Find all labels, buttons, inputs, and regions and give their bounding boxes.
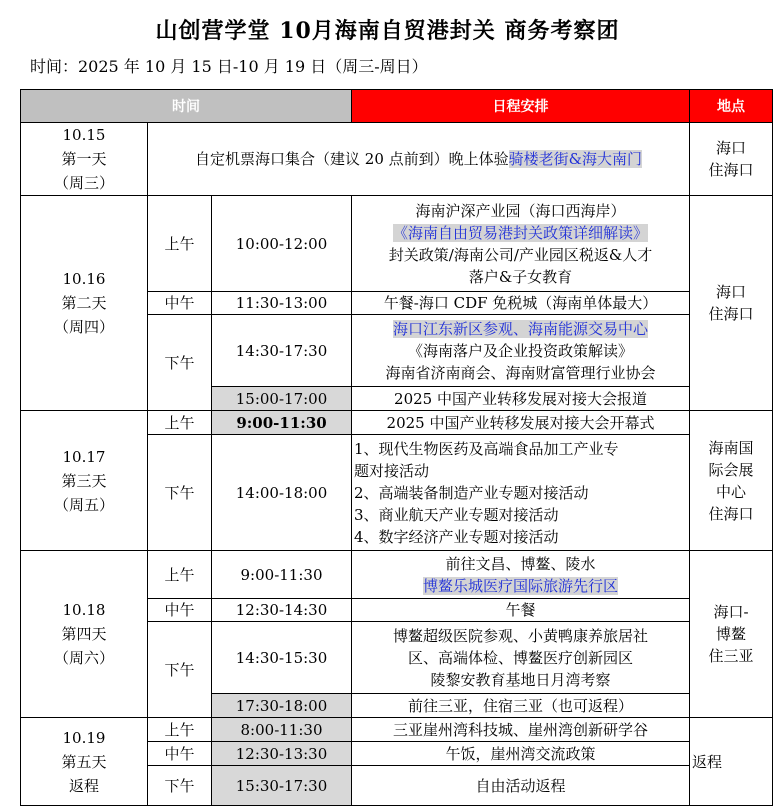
schedule-line: 前往文昌、博鳌、陵水	[445, 554, 596, 573]
schedule-text: 自定机票海口集合（建议 20 点前到）晚上体验	[195, 150, 509, 168]
schedule-cell: 前往三亚，住宿三亚（也可返程）	[352, 694, 690, 718]
header-schedule: 日程安排	[352, 90, 690, 123]
header-row	[21, 90, 773, 123]
schedule-cell: 午餐	[352, 599, 690, 622]
day-index: 第四天	[61, 625, 107, 643]
place-cell	[690, 551, 773, 718]
schedule-line: 1、现代生物医药及高端食品加工产业专	[354, 439, 619, 458]
place-line: 海口	[716, 139, 747, 157]
day-cell	[21, 411, 148, 551]
day-date: 10.18	[62, 601, 106, 619]
schedule-line: 博鳌超级医院参观、小黄鸭康养旅居社	[393, 626, 649, 645]
period-cell: 下午	[148, 435, 212, 551]
time-cell: 12:30-14:30	[212, 599, 352, 622]
day-index: 第二天	[61, 294, 107, 312]
day-cell	[21, 551, 148, 718]
table-row	[21, 551, 773, 599]
time-cell: 15:30-17:30	[212, 766, 352, 806]
schedule-cell: 自由活动返程	[352, 766, 690, 806]
time-cell: 9:00-11:30	[212, 551, 352, 599]
period-cell: 中午	[148, 292, 212, 315]
day-index: 第三天	[61, 471, 107, 490]
schedule-highlight: 海口江东新区参观、海南能源交易中心	[393, 319, 649, 338]
schedule-highlight: 骑楼老街&海大南门	[508, 150, 642, 168]
place-cell	[690, 196, 773, 411]
date-range: 时间：2025 年 10 月 15 日-10 月 19 日（周三-周日）	[30, 57, 428, 76]
schedule-line: 海南省济南商会、海南财富管理行业协会	[385, 363, 656, 382]
schedule-line: 题对接活动	[354, 461, 430, 480]
time-cell: 14:30-17:30	[212, 315, 352, 387]
day-index: 第一天	[61, 150, 107, 168]
time-cell: 14:00-18:00	[212, 435, 352, 551]
day-week: 返程	[68, 776, 99, 795]
day-cell	[21, 123, 148, 196]
place-cell: 返程	[690, 718, 773, 806]
place-line: 住海口	[708, 161, 754, 179]
schedule-cell	[148, 123, 690, 196]
table-row	[21, 123, 773, 196]
time-cell: 11:30-13:00	[212, 292, 352, 315]
period-cell: 下午	[148, 766, 212, 806]
schedule-line: 2、高端装备制造产业专题对接活动	[354, 483, 589, 502]
day-week: （周四）	[53, 318, 114, 336]
table-row	[21, 411, 773, 435]
period-cell: 下午	[148, 315, 212, 411]
schedule-highlight: 博鳌乐城医疗国际旅游先行区	[423, 576, 619, 595]
time-cell: 8:00-11:30	[212, 718, 352, 742]
place-cell	[690, 411, 773, 551]
day-cell	[21, 196, 148, 411]
schedule-cell	[352, 551, 690, 599]
period-cell: 上午	[148, 718, 212, 742]
schedule-cell	[352, 435, 690, 551]
schedule-line: 海南沪深产业园（海口西海岸）	[415, 201, 626, 220]
period-cell: 上午	[148, 411, 212, 435]
place-cell	[690, 123, 773, 196]
schedule-cell: 午餐-海口 CDF 免税城（海南单体最大）	[352, 292, 690, 315]
period-cell: 上午	[148, 551, 212, 599]
place-line: 中心	[716, 482, 747, 501]
schedule-cell	[352, 622, 690, 694]
schedule-line: 区、高端体检、博鳌医疗创新园区	[408, 648, 634, 667]
day-date: 10.15	[62, 126, 106, 144]
time-cell: 9:00-11:30	[212, 411, 352, 435]
schedule-line: 陵黎安教育基地日月湾考察	[430, 670, 611, 689]
time-cell: 15:00-17:00	[212, 387, 352, 411]
page-title: 山创营学堂 10月海南自贸港封关 商务考察团	[155, 18, 620, 44]
schedule-table	[20, 89, 773, 806]
schedule-cell: 三亚崖州湾科技城、崖州湾创新研学谷	[352, 718, 690, 742]
period-cell: 中午	[148, 742, 212, 766]
schedule-cell	[352, 196, 690, 292]
period-cell: 下午	[148, 622, 212, 718]
schedule-cell	[352, 315, 690, 387]
day-date: 10.17	[62, 447, 106, 466]
time-cell: 10:00-12:00	[212, 196, 352, 292]
place-line: 住海口	[708, 504, 754, 523]
table-row	[21, 196, 773, 292]
schedule-line: 封关政策/海南公司/产业园区税返&人才	[388, 245, 653, 264]
day-week: （周五）	[53, 495, 114, 514]
period-cell: 中午	[148, 599, 212, 622]
place-line: 住海口	[708, 305, 754, 323]
place-line: 际会展	[708, 460, 754, 479]
table-row	[21, 718, 773, 742]
schedule-line: 4、数字经济产业专题对接活动	[354, 527, 559, 546]
time-cell: 12:30-13:30	[212, 742, 352, 766]
time-cell: 14:30-15:30	[212, 622, 352, 694]
day-date: 10.19	[62, 728, 106, 747]
day-week: （周三）	[53, 174, 114, 192]
schedule-cell: 午饭，崖州湾交流政策	[352, 742, 690, 766]
place-line: 住三亚	[708, 647, 754, 665]
day-index: 第五天	[61, 752, 107, 771]
day-week: （周六）	[53, 649, 114, 667]
schedule-line: 落户&子女教育	[468, 267, 573, 286]
place-line: 博鳌	[716, 625, 747, 643]
schedule-cell: 2025 中国产业转移发展对接大会报道	[352, 387, 690, 411]
period-cell: 上午	[148, 196, 212, 292]
schedule-line: 3、商业航天产业专题对接活动	[354, 505, 559, 524]
schedule-line: 《海南落户及企业投资政策解读》	[408, 341, 634, 360]
place-line: 海南国	[708, 438, 754, 457]
day-date: 10.16	[62, 270, 106, 288]
header-place: 地点	[690, 90, 773, 123]
time-cell: 17:30-18:00	[212, 694, 352, 718]
place-line: 海口	[716, 283, 747, 301]
header-time: 时间	[21, 90, 352, 123]
schedule-cell: 2025 中国产业转移发展对接大会开幕式	[352, 411, 690, 435]
schedule-highlight: 《海南自由贸易港封关政策详细解读》	[393, 223, 649, 242]
place-line: 海口-	[713, 603, 749, 621]
day-cell	[21, 718, 148, 806]
